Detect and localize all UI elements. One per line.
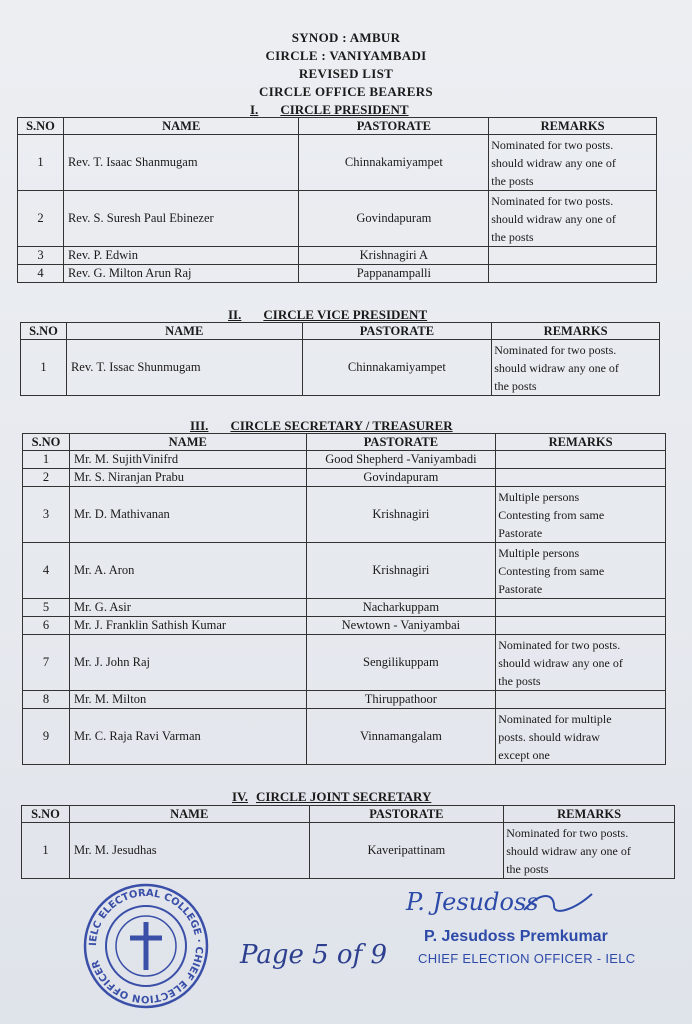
table-row: 2 Rev. S. Suresh Paul Ebinezer Govindapuram Nominated for two posts. should widraw any one of the posts [18, 191, 657, 247]
official-seal-stamp [82, 882, 210, 1010]
officer-title: CHIEF ELECTION OFFICER - IELC [418, 951, 636, 966]
table-row: 5 Mr. G. Asir Nacharkuppam [23, 599, 666, 617]
signature [404, 880, 594, 924]
table-row: 3 Rev. P. Edwin Krishnagiri A [18, 247, 657, 265]
table-row: 6 Mr. J. Franklin Sathish Kumar Newtown - Vaniyambai [23, 617, 666, 635]
section-title-president: I. CIRCLE PRESIDENT [250, 102, 409, 117]
svg-text:IELC ELECTORAL COLLEGE · CHIEF: IELC ELECTORAL COLLEGE · CHIEF ELECTION OFFICER [87, 887, 205, 1005]
secretary-treasurer-table: S.NO NAME PASTORATE REMARKS 1 Mr. M. SujithVinifrd Good Shepherd -Vaniyambadi 2 Mr. S. Niranjan Prabu Govindapuram 3 Mr. D. Mathivanan Krishnagiri Multiple persons Contesting from same Pastorate 4 Mr. A. Aron Krishnagiri Multiple persons Contesting from same Pastorate 5 Mr. G. Asir Nacharkuppam 6 Mr. J. Franklin Sathish Kumar Newtown - Vaniyambai 7 Mr. J. John Raj Sengilikuppam Nominated for two posts. should widraw any one of the posts 8 Mr. M. Milton Thiruppathoor 9 Mr. C. Raja Ravi Varman Vinnamangalam Nominated for multiple posts. should widraw except one [22, 433, 666, 765]
office-bearers-heading: CIRCLE OFFICE BEARERS [259, 84, 433, 99]
table-row: 9 Mr. C. Raja Ravi Varman Vinnamangalam Nominated for multiple posts. should widraw except one [23, 709, 666, 765]
cross-icon [130, 922, 162, 970]
president-table [17, 117, 657, 283]
col-sno: S.NO [18, 118, 64, 135]
circle-heading: CIRCLE : VANIYAMBADI [265, 48, 427, 63]
table-row: 1 Rev. T. Isaac Shanmugam Chinnakamiyampet Nominated for two posts. should widraw any one of the posts [18, 135, 657, 191]
table-row: 1 Rev. T. Issac Shunmugam Chinnakamiyampet Nominated for two posts. should widraw any one of the posts [21, 340, 660, 396]
col-name: NAME [63, 118, 299, 135]
revised-list-heading: REVISED LIST [298, 66, 394, 81]
vice-president-table: S.NO NAME PASTORATE REMARKS 1 Rev. T. Issac Shunmugam Chinnakamiyampet Nominated for two posts. should widraw any one of the posts [20, 322, 660, 396]
table-row: 4 Mr. A. Aron Krishnagiri Multiple persons Contesting from same Pastorate [23, 543, 666, 599]
table-row: 1 Mr. M. Jesudhas Kaveripattinam Nominated for two posts. should widraw any one of the posts [22, 823, 675, 879]
page-number-handwritten: Page 5 of 9 [240, 940, 388, 970]
table-row: 2 Mr. S. Niranjan Prabu Govindapuram [23, 469, 666, 487]
synod-heading: SYNOD : AMBUR [291, 30, 401, 45]
joint-secretary-table: S.NO NAME PASTORATE REMARKS 1 Mr. M. Jesudhas Kaveripattinam Nominated for two posts. should widraw any one of the posts [21, 805, 675, 879]
table-row: 3 Mr. D. Mathivanan Krishnagiri Multiple persons Contesting from same Pastorate [23, 487, 666, 543]
table-row: 1 Mr. M. SujithVinifrd Good Shepherd -Vaniyambadi [23, 451, 666, 469]
table-row: 7 Mr. J. John Raj Sengilikuppam Nominated for two posts. should widraw any one of the posts [23, 635, 666, 691]
section-title-vice-president: II. CIRCLE VICE PRESIDENT [228, 307, 428, 322]
svg-text:P. Jesudoss: P. Jesudoss [406, 888, 539, 916]
table-row: 4 Rev. G. Milton Arun Raj Pappanampalli [18, 265, 657, 283]
officer-name: P. Jesudoss Premkumar [424, 928, 608, 945]
section-title-joint-secretary: IV. CIRCLE JOINT SECRETARY [232, 789, 432, 804]
section-title-secretary-treasurer: III. CIRCLE SECRETARY / TREASURER [190, 418, 453, 433]
col-pastorate: PASTORATE [299, 118, 489, 135]
table-row: 8 Mr. M. Milton Thiruppathoor [23, 691, 666, 709]
col-remarks: REMARKS [489, 118, 657, 135]
